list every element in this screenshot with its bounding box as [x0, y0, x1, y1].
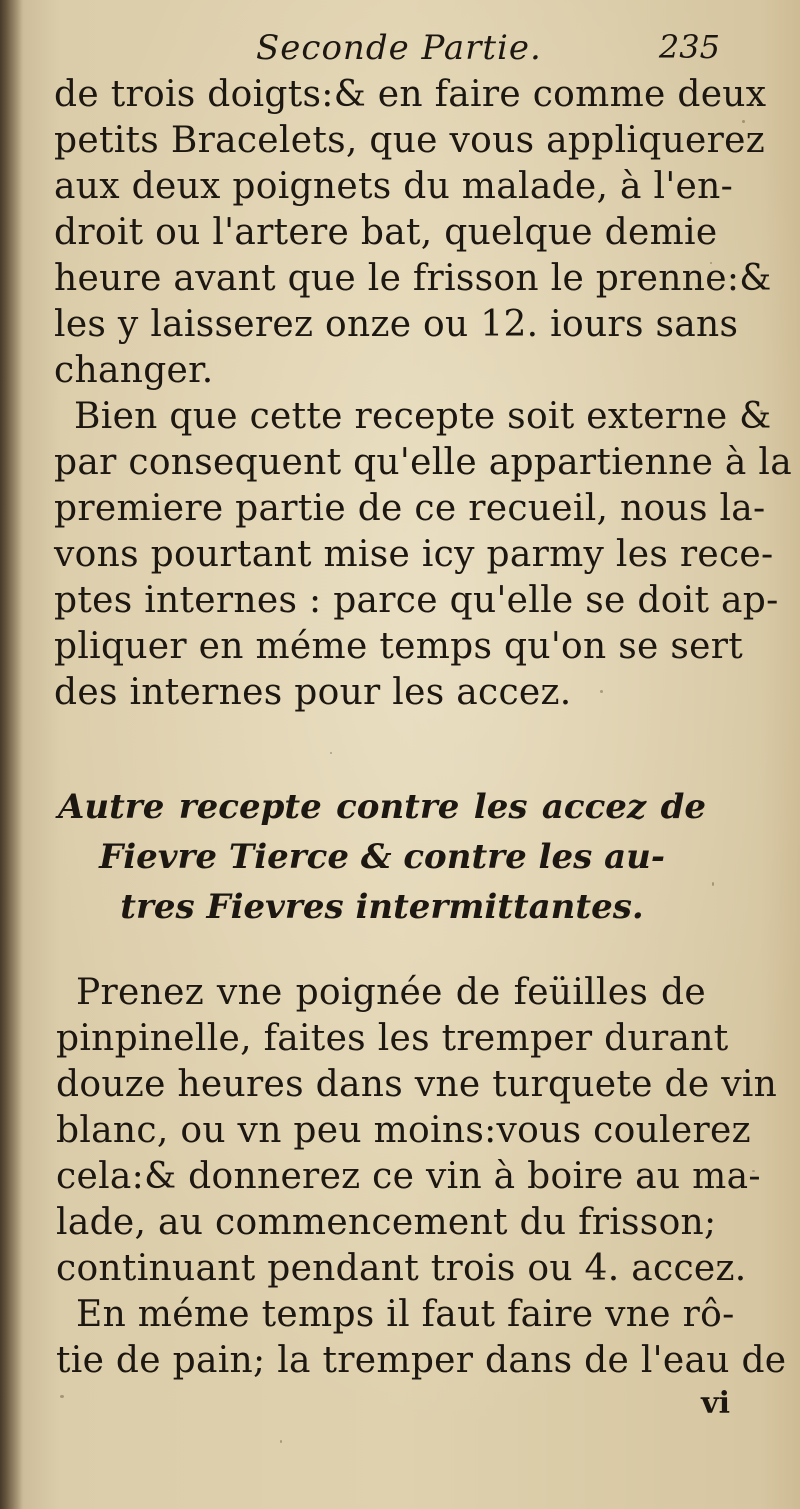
section-heading [58, 782, 706, 932]
heading-line: tres Fievres intermittantes. [120, 887, 644, 927]
text-line: heure avant que le frisson le prenne:& [54, 258, 772, 299]
text-line: ptes internes : parce qu'elle se doit ap- [54, 580, 779, 621]
text-line: En méme temps il faut faire vne rô- [76, 1294, 735, 1335]
heading-line: Fievre Tierce & contre les au- [99, 837, 665, 877]
text-line: tie de pain; la tremper dans de l'eau de [56, 1340, 787, 1381]
text-line: par consequent qu'elle appartienne à la [54, 442, 793, 483]
text-line: blanc, ou vn peu moins:vous coulerez [56, 1110, 751, 1151]
paragraph-1 [54, 72, 772, 394]
text-line: des internes pour les accez. [54, 672, 572, 713]
text-line: vons pourtant mise icy parmy les rece- [54, 534, 774, 575]
text-line: les y laisserez onze ou 12. iours sans [54, 304, 739, 345]
text-line: aux deux poignets du malade, à l'en- [54, 166, 734, 207]
text-line: Prenez vne poignée de feüilles de [76, 972, 706, 1013]
paragraph-3 [56, 970, 778, 1292]
catchword: vi [701, 1386, 730, 1421]
text-line: lade, au commencement du frisson; [56, 1202, 717, 1243]
text-line: changer. [54, 350, 214, 391]
text-line: cela:& donnerez ce vin à boire au ma- [56, 1156, 761, 1197]
running-head: Seconde Partie. [256, 28, 542, 68]
spine-shadow [0, 0, 22, 1509]
text-line: de trois doigts:& en faire comme deux [54, 74, 767, 115]
text-line: pinpinelle, faites les tremper durant [56, 1018, 729, 1059]
paragraph-4 [56, 1292, 787, 1384]
text-line: premiere partie de ce recueil, nous la- [54, 488, 766, 529]
text-line: pliquer en méme temps qu'on se sert [54, 626, 743, 667]
text-block-bottom [56, 970, 787, 1384]
text-line: continuant pendant trois ou 4. accez. [56, 1248, 747, 1289]
page-header [60, 28, 720, 78]
text-line: petits Bracelets, que vous appliquerez [54, 120, 766, 161]
text-line: droit ou l'artere bat, quelque demie [54, 212, 718, 253]
text-line: douze heures dans vne turquete de vin [56, 1064, 778, 1105]
paragraph-2 [54, 394, 793, 716]
heading-line: Autre recepte contre les accez de [58, 787, 706, 827]
text-line: Bien que cette recepte soit externe & [74, 396, 772, 437]
page-number: 235 [658, 28, 720, 66]
text-block-top [54, 72, 793, 716]
